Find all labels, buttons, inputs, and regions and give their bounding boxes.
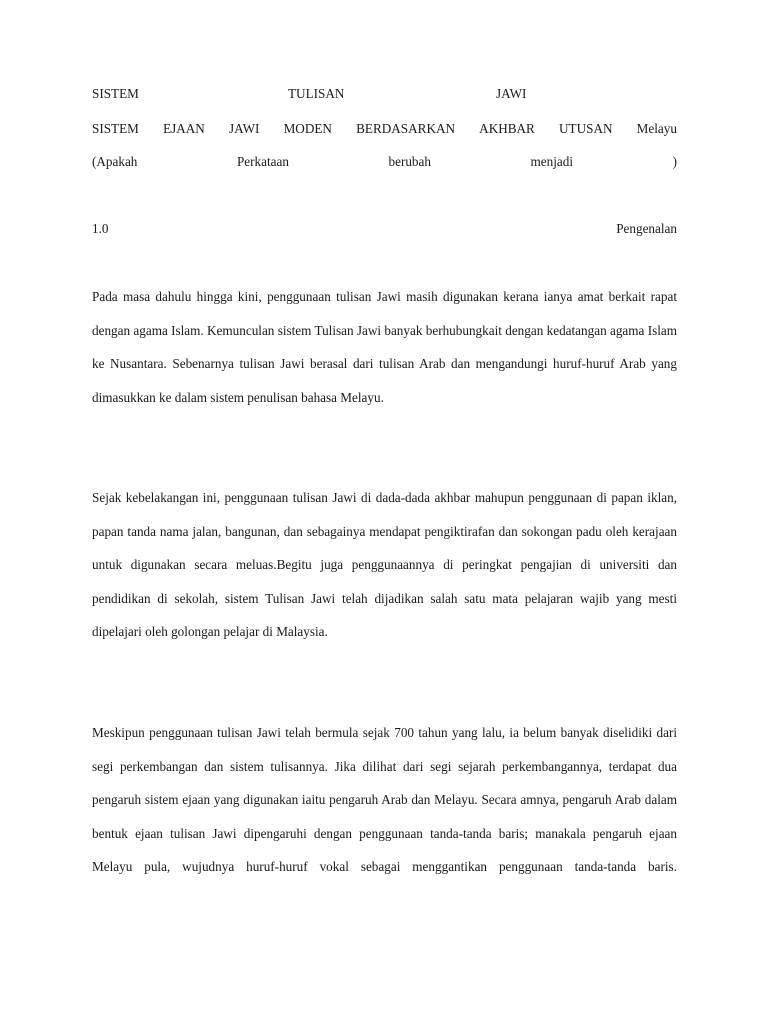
subtitle-word: BERDASARKAN <box>356 121 456 136</box>
question-word: (Apakah <box>92 154 138 169</box>
section-heading <box>92 219 677 239</box>
paragraph-2: Sejak kebelakangan ini, penggunaan tulisan Jawi di dada-dada akhbar mahupun penggunaan di papan iklan, papan tanda nama jalan, bangunan, dan sebagainya mendapat pengiktirafan dan sokongan padu oleh kerajaan untuk digunakan secara meluas.Begitu juga penggunaannya di peringkat pengajian di universiti dan pendidikan di sekolah, sistem Tulisan Jawi telah dijadikan salah satu mata pelajaran wajib yang mesti dipelajari oleh golongan pelajar di Malaysia. <box>92 490 677 640</box>
title-line <box>92 84 677 104</box>
question-word: Perkataan <box>236 154 289 169</box>
question-word: menjadi <box>530 154 574 169</box>
subtitle-line <box>92 119 677 139</box>
paragraph-1: Pada masa dahulu hingga kini, penggunaan tulisan Jawi masih digunakan kerana ianya amat berkait rapat dengan agama Islam. Kemunculan sistem Tulisan Jawi banyak berhubungkait dengan kedatangan agama Islam ke Nusantara. Sebenarnya tulisan Jawi berasal dari tulisan Arab dan mengandungi huruf-huruf Arab yang dimasukkan ke dalam sistem penulisan bahasa Melayu. <box>92 289 677 405</box>
subtitle-word: EJAAN <box>163 121 205 136</box>
title-word-tulisan: TULISAN <box>288 86 345 101</box>
subtitle-word: SISTEM <box>92 121 139 136</box>
title-word-sistem: SISTEM <box>92 86 139 101</box>
question-word: berubah <box>388 154 431 169</box>
section-number: 1.0 <box>92 221 109 236</box>
paragraph-3: Meskipun penggunaan tulisan Jawi telah bermula sejak 700 tahun yang lalu, ia belum banyak diselidiki dari segi perkembangan dan sistem tulisannya. Jika dilihat dari segi sejarah perkembangannya, terdapat dua pengaruh sistem ejaan yang digunakan iaitu pengaruh Arab dan Melayu. Secara amnya, pengaruh Arab dalam bentuk ejaan tulisan Jawi dipengaruhi dengan penggunaan tanda-tanda baris; manakala pengaruh ejaan Melayu pula, wujudnya huruf-huruf vokal sebagai menggantikan penggunaan tanda-tanda baris. <box>92 725 677 875</box>
section-title: Pengenalan <box>616 221 677 236</box>
subtitle-word: AKHBAR <box>479 121 535 136</box>
document-page <box>92 0 677 1024</box>
subtitle-word: UTUSAN <box>559 121 613 136</box>
subtitle-word: Melayu <box>636 121 677 136</box>
question-word: ) <box>672 154 677 169</box>
title-word-jawi: JAWI <box>496 86 527 101</box>
question-line <box>92 152 677 172</box>
subtitle-word: MODEN <box>283 121 332 136</box>
subtitle-word: JAWI <box>228 121 260 136</box>
